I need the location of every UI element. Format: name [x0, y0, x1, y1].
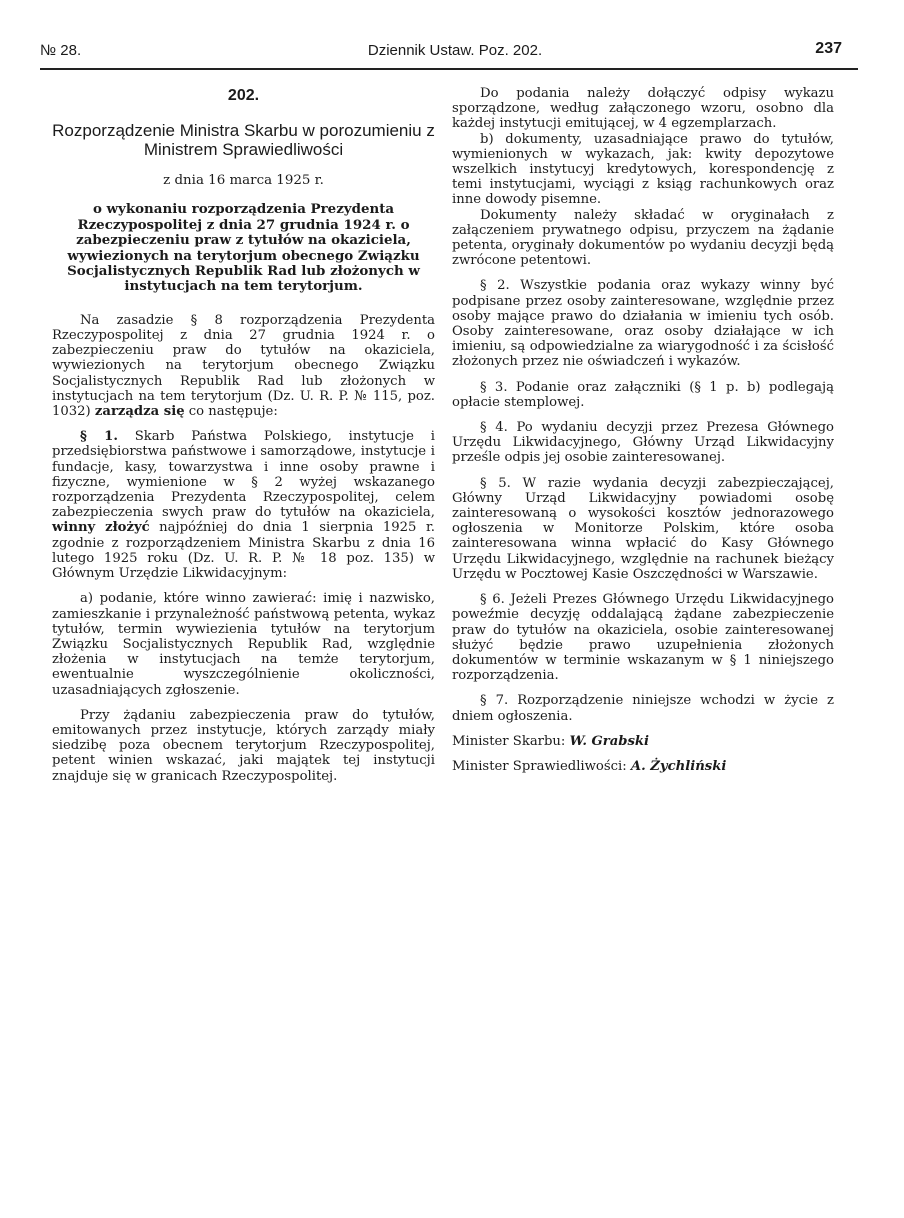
- section-2: [452, 278, 834, 369]
- section-6-label: § 6.: [480, 592, 505, 608]
- item-b: b) dokumenty, uzasadniające prawo do tytułów, wymienionych w wykazach, jak: kwity depozytowe wszelkich instytucyj kredytowych, korespondencję z temi instytucjami, wyciągi z ksiąg rachunkowych oraz inne dowody pisemne.: [452, 131, 834, 208]
- right-column: [452, 86, 834, 774]
- intro-bold: zarządza się: [94, 404, 185, 420]
- section-1: [52, 429, 435, 581]
- section-3-label: § 3.: [480, 379, 508, 395]
- section-3-text: Podanie oraz załączniki (§ 1 p. b) podlegają opłacie stemplowej.: [452, 379, 834, 410]
- signature-treasury: [452, 734, 834, 749]
- signature-justice: [452, 759, 834, 774]
- attachment-paragraph: Do podania należy dołączyć odpisy wykazu sporządzone, według załączonego wzoru, osobno dla każdej instytucji emitującej, w 4 egzemplarzach.: [452, 86, 834, 132]
- section-7-text: Rozporządzenie niniejsze wchodzi w życie z dniem ogłoszenia.: [452, 693, 835, 724]
- section-4: [452, 420, 834, 466]
- signature-treasury-role: Minister Skarbu:: [452, 733, 570, 749]
- page-number: 237: [815, 40, 842, 57]
- section-3: [452, 380, 834, 410]
- demand-paragraph: Przy żądaniu zabezpieczenia praw do tytułów, emitowanych przez instytucje, których zarządy miały siedzibę poza obecnem terytorjum Rzeczypospolitej, petent winien wskazać, jaki majątek tej instytucji znajduje się w granicach Rzeczypospolitej.: [52, 707, 435, 784]
- left-column: [52, 86, 435, 784]
- documents-paragraph: Dokumenty należy składać w oryginałach z załączeniem prywatnego odpisu, przyczem na żądanie petenta, oryginały dokumentów po wydaniu decyzji będą zwrócone petentowi.: [452, 207, 834, 269]
- section-5-label: § 5.: [480, 475, 511, 491]
- document-title: Rozporządzenie Ministra Skarbu w porozumieniu z Ministrem Sprawiedliwości: [52, 121, 435, 160]
- item-a: a) podanie, które winno zawierać: imię i nazwisko, zamieszkanie i przynależność państwową petenta, wykaz tytułów, termin wywiezienia tytułów na terytorjum Związku Socjalistycznych Republik Rad, względnie złożenia w instytucjach na temże terytorjum, ewentualnie wyszczególnienie okoliczności, uzasadniających zgłoszenie.: [52, 591, 435, 698]
- signature-justice-role: Minister Sprawiedliwości:: [452, 758, 631, 774]
- section-1-bold: winny złożyć: [52, 520, 150, 536]
- intro-tail: co następuje:: [184, 404, 278, 420]
- intro-text: Na zasadzie § 8 rozporządzenia Prezydenta Rzeczypospolitej z dnia 27 grudnia 1924 r. o zabezpieczeniu praw do tytułów na okaziciela, wywiezionych na terytorjum obecnego Związku Socjalistycznych Republik Rad lub złożonych w instytucjach na tem terytorjum (Dz. U. R. P. № 115, poz. 1032): [52, 312, 435, 420]
- section-2-text: Wszystkie podania oraz wykazy winny być podpisane przez osoby zainteresowane, względnie przez osoby mające prawo do działania w imieniu tych osób. Osoby zainteresowane, oraz osoby działające w ich imieniu, są odpowiedzialne za wiarygodność i za ścisłość złożonych przez nie oświadczeń i wykazów.: [452, 278, 834, 370]
- page-header: [40, 38, 870, 64]
- section-1-text-b: najpóźniej do dnia 1 sierpnia 1925 r. zgodnie z rozporządzeniem Ministra Skarbu z dnia 16 lutego 1925 roku (Dz. U. R. P. № 18 poz. 135) w Głównym Urzędzie Likwidacyjnym:: [52, 520, 435, 582]
- section-1-label: § 1.: [80, 429, 118, 445]
- position-number: 202.: [227, 87, 260, 104]
- header-rule: [40, 68, 858, 70]
- section-7-label: § 7.: [480, 693, 509, 709]
- signature-justice-name: A. Żychliński: [630, 758, 727, 774]
- section-4-label: § 4.: [480, 420, 508, 436]
- section-6: [452, 592, 834, 683]
- section-7: [452, 693, 834, 723]
- section-1-text-a: Skarb Państwa Polskiego, instytucje i przedsiębiorstwa państwowe i samorządowe, instytucje i fundacje, kasy, towarzystwa i inne osoby prawne i fizyczne, wymienione w § 2 wyżej wskazanego rozporządzenia Prezydenta Rzeczypospolitej, celem zabezpieczenia swych praw do tytułów na okaziciela,: [52, 429, 435, 521]
- section-5: [452, 476, 834, 582]
- document-date: z dnia 16 marca 1925 r.: [163, 173, 324, 189]
- section-2-label: § 2.: [480, 278, 510, 294]
- document-subject: o wykonaniu rozporządzenia Prezydenta Rzeczypospolitej z dnia 27 grudnia 1924 r. o zabezpieczeniu praw z tytułów na okaziciela, wywiezionych na terytorjum obecnego Związku Socjalistycznych Republik Rad lub złożonych w instytucjach na tem terytorjum.: [67, 201, 420, 295]
- section-6-text: Jeżeli Prezes Głównego Urzędu Likwidacyjnego poweźmie decyzję oddalającą żądane zabezpieczenie praw do tytułów na okaziciela, osobie zainteresowanej służyć będzie prawo uzupełnienia złożonych dokumentów w terminie wskazanym w § 1 niniejszego rozporządzenia.: [452, 592, 834, 684]
- journal-title: Dziennik Ustaw. Poz. 202.: [367, 42, 543, 59]
- section-5-text: W razie wydania decyzji zabezpieczającej, Główny Urząd Likwidacyjny powiadomi osobę zainteresowaną o wysokości kosztów jednorazowego ogłoszenia w Monitorze Polskim, które osoba zainteresowana winna wpłacić do Kasy Głównego Urzędu Likwidacyjnego, względnie na rachunek bieżący Urzędu w Pocztowej Kasie Oszczędności w Warszawie.: [452, 475, 834, 582]
- signature-treasury-name: W. Grabski: [569, 733, 650, 749]
- intro-paragraph: [52, 313, 435, 419]
- issue-number: № 28.: [40, 42, 82, 59]
- section-4-text: Po wydaniu decyzji przez Prezesa Głównego Urzędu Likwidacyjnego, Główny Urząd Likwidacyjny prześle odpis jej osobie zainteresowanej.: [452, 420, 834, 466]
